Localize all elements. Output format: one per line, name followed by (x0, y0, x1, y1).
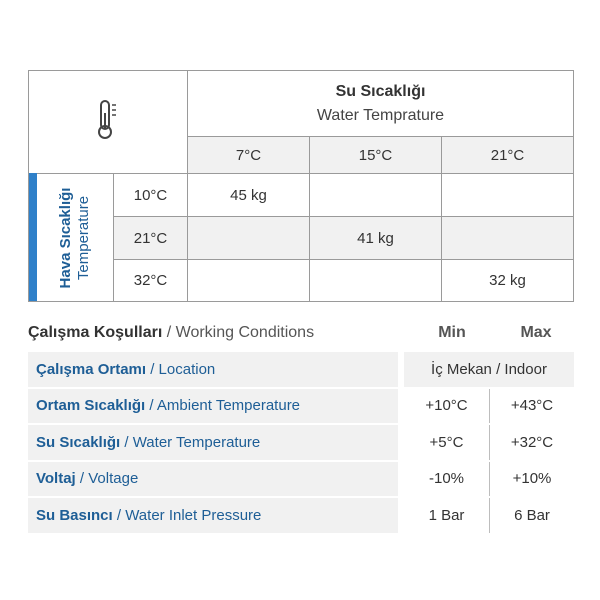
row-label-tr: Voltaj (36, 470, 76, 488)
row-label-tr: Ortam Sıcaklığı (36, 397, 146, 415)
thermometer-icon (95, 99, 121, 145)
cell-r3-c1 (187, 259, 309, 301)
row-label-en: / Water Temperature (124, 433, 261, 451)
water-temp-col-3: 21°C (441, 136, 573, 173)
row-label (28, 462, 398, 497)
working-conditions-table (28, 352, 574, 533)
capacity-table (28, 70, 574, 302)
row-label (28, 498, 398, 533)
max-value: +43°C (510, 397, 554, 415)
table-row (28, 352, 574, 387)
min-header: Min (438, 324, 466, 341)
water-temp-title-tr: Su Sıcaklığı (335, 82, 426, 100)
cell-r1-c3 (441, 173, 573, 216)
air-temp-label-tr: Hava Sıcaklığı (57, 187, 74, 289)
air-temp-row-2: 21°C (113, 216, 187, 259)
cell-r3-c2 (309, 259, 441, 301)
water-temp-col-2: 15°C (309, 136, 441, 173)
table-row (28, 460, 574, 497)
min-value: 1 Bar (404, 498, 490, 533)
row-label-en: / Ambient Temperature (149, 397, 301, 415)
row-label-tr: Su Sıcaklığı (36, 433, 121, 451)
min-value: +5°C (404, 425, 490, 460)
max-header: Max (520, 324, 552, 341)
water-temp-title-en: Water Temprature (316, 106, 445, 124)
table-row (28, 423, 574, 460)
table-row (28, 496, 574, 533)
row-label-en: / Water Inlet Pressure (116, 506, 262, 524)
working-conditions-title (28, 324, 314, 342)
row-label-en: / Voltage (79, 470, 139, 488)
row-label (28, 352, 398, 387)
working-conditions-header (28, 322, 574, 346)
air-temp-row-3: 32°C (113, 259, 187, 301)
row-label-tr: Çalışma Ortamı (36, 360, 147, 378)
working-conditions-title-en: / Working Conditions (166, 324, 315, 341)
cell-r1-c1: 45 kg (187, 173, 309, 216)
cell-r2-c1 (187, 216, 309, 259)
icon-cell (29, 71, 187, 173)
row-label-tr: Su Basıncı (36, 506, 113, 524)
air-temp-label (37, 173, 113, 302)
max-value: +10% (512, 470, 552, 488)
row-label (28, 425, 398, 460)
water-temp-header (187, 71, 573, 136)
row-label (28, 389, 398, 424)
air-temp-accent-bar (29, 173, 37, 301)
cell-r2-c3 (441, 216, 573, 259)
min-value: +10°C (404, 389, 490, 424)
row-label-en: / Location (150, 360, 216, 378)
cell-r2-c2: 41 kg (309, 216, 441, 259)
table-row (28, 387, 574, 424)
working-conditions-title-tr: Çalışma Koşulları (28, 324, 163, 341)
water-temp-col-1: 7°C (187, 136, 309, 173)
max-value: 6 Bar (514, 506, 550, 524)
max-value: +32°C (510, 433, 554, 451)
cell-r1-c2 (309, 173, 441, 216)
min-value: -10% (404, 462, 490, 497)
air-temp-label-en: Temperature (75, 195, 92, 281)
cell-r3-c3: 32 kg (441, 259, 573, 301)
air-temp-row-1: 10°C (113, 173, 187, 216)
location-value: İç Mekan / Indoor (404, 352, 574, 387)
